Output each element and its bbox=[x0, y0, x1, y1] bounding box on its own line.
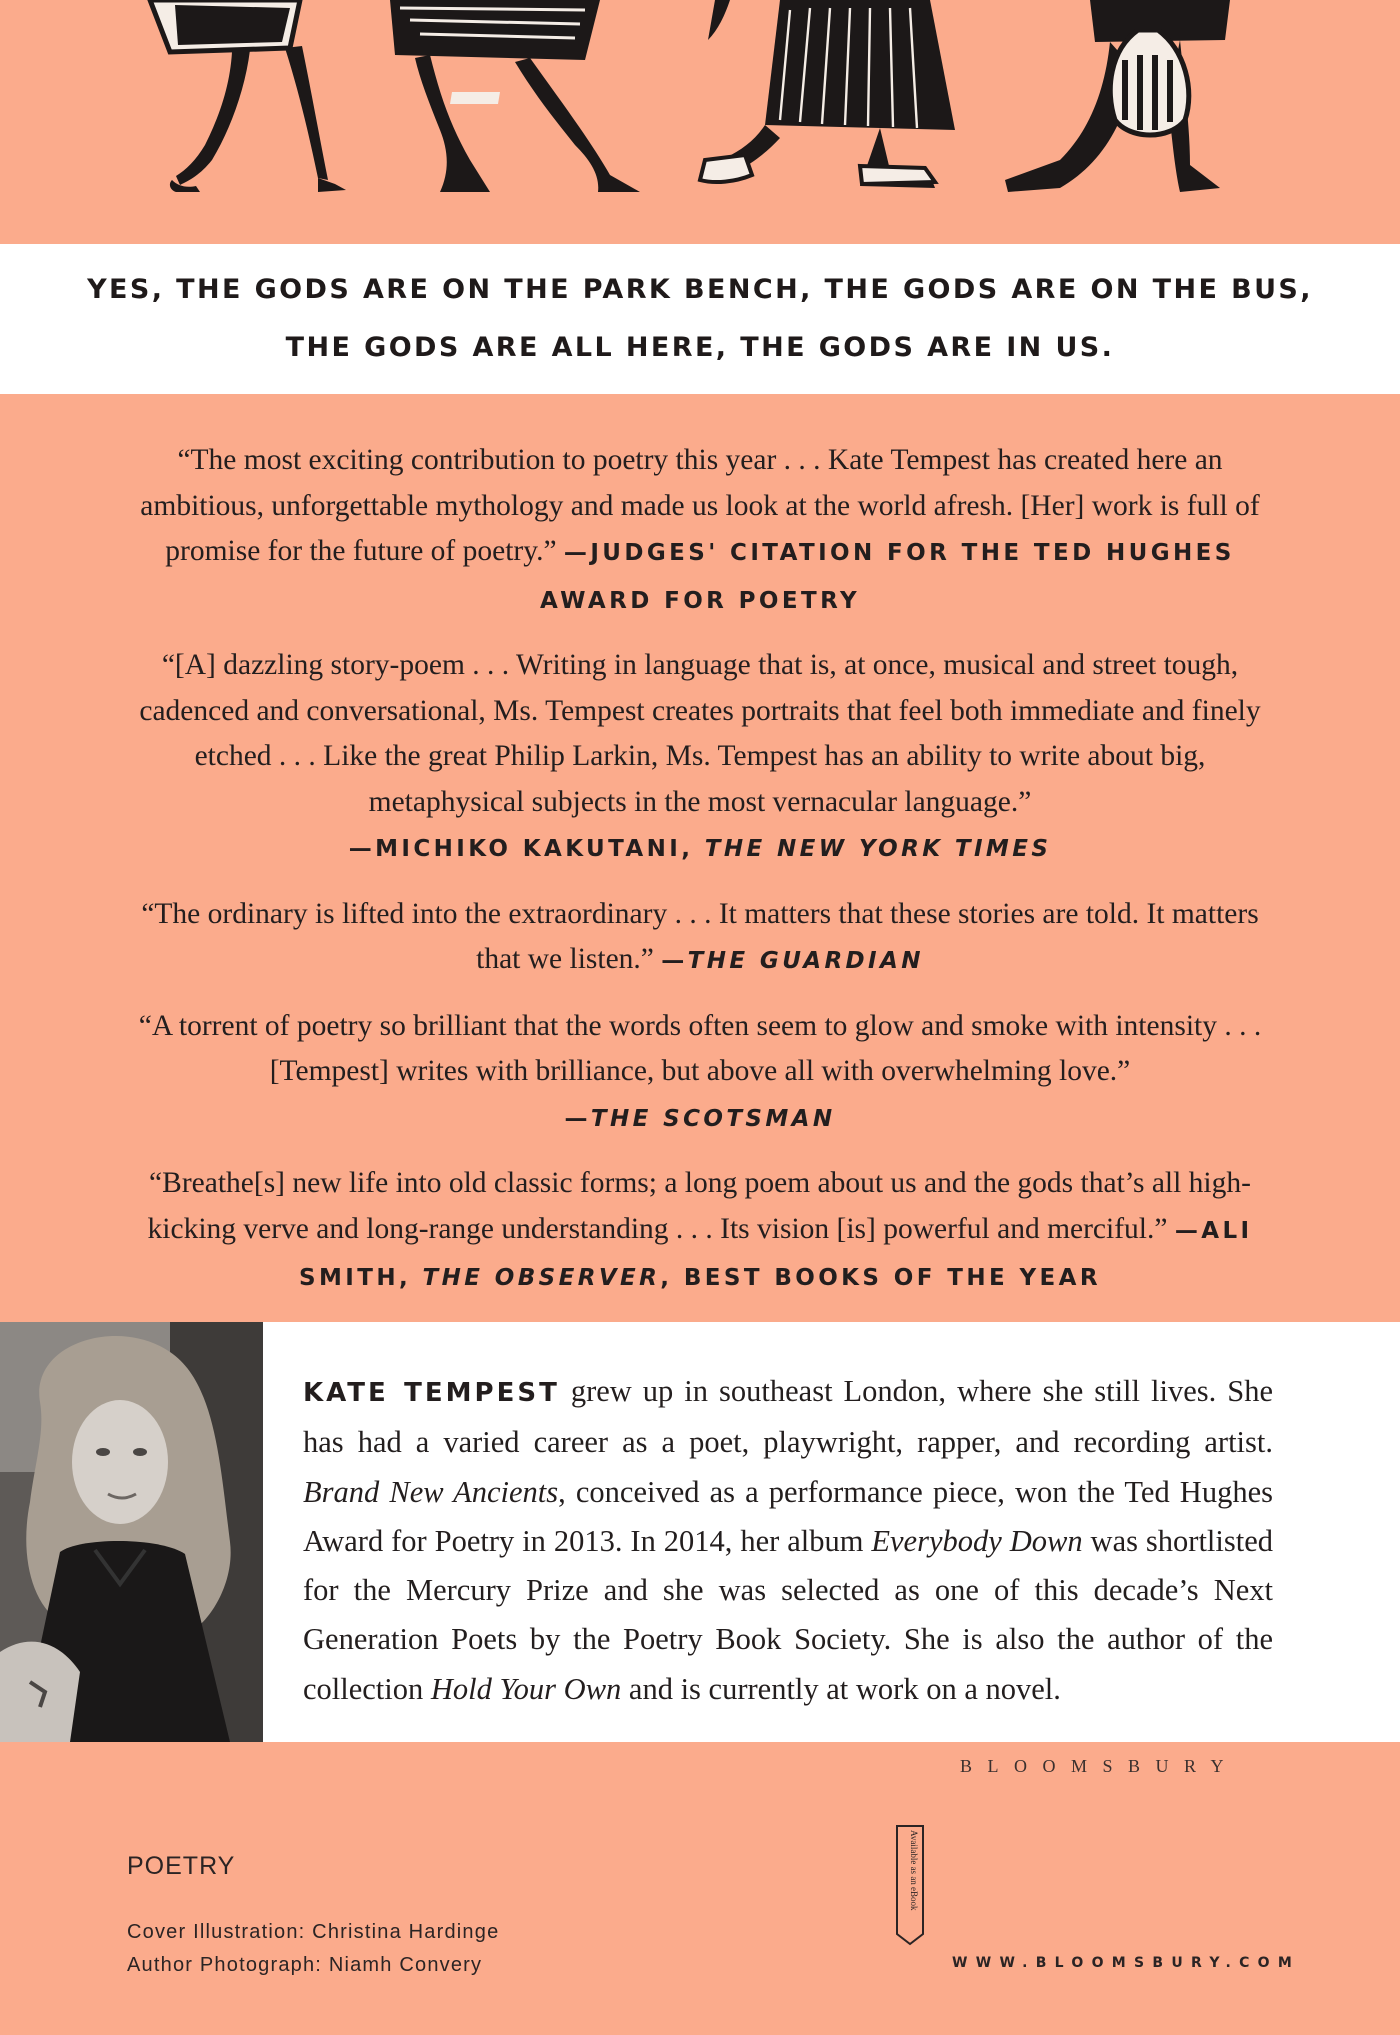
author-name: KATE TEMPEST bbox=[303, 1378, 560, 1408]
album-title: Everybody Down bbox=[871, 1523, 1083, 1558]
walking-gods-illustration bbox=[0, 0, 1400, 244]
quote-text: “A torrent of poetry so brilliant that the words often seem to glow and smoke with intensity . . . [Tempest] writes with brilliance, but above all with overwhelming love.” bbox=[138, 1009, 1262, 1087]
credits bbox=[127, 1916, 499, 1982]
tagline-band bbox=[0, 244, 1400, 394]
quote-text: “The most exciting contribution to poetry this year . . . Kate Tempest has created here an ambitious, unforgettable mythology and made us look at the world afresh. [Her] work is full of promise for the future of poetry.” bbox=[140, 444, 1260, 567]
author-photo bbox=[0, 1322, 263, 1742]
illustration-credit: Cover Illustration: Christina Hardinge bbox=[127, 1921, 500, 1943]
quote-attribution: —MICHIKO KAKUTANI, THE NEW YORK TIMES bbox=[348, 836, 1052, 862]
ebook-badge-text: Available as an eBook bbox=[909, 1830, 919, 1911]
ebook-badge-icon bbox=[893, 1822, 927, 1948]
publisher-name: BLOOMSBURY bbox=[960, 1756, 1240, 1776]
praise-section bbox=[120, 438, 1280, 1321]
category-label: POETRY bbox=[127, 1852, 236, 1880]
tagline-line-1: YES, THE GODS ARE ON THE PARK BENCH, THE GODS ARE ON THE BUS, bbox=[87, 274, 1313, 305]
quote-text: “The ordinary is lifted into the extraordinary . . . It matters that these stories are told. It matters that we listen.” bbox=[141, 897, 1259, 975]
author-section bbox=[0, 1322, 1400, 1742]
quote-attribution: —JUDGES' CITATION FOR THE TED HUGHES AWARD FOR POETRY bbox=[539, 540, 1235, 614]
photo-credit: Author Photograph: Niamh Convery bbox=[127, 1954, 483, 1976]
quote-source: THE NEW YORK TIMES bbox=[704, 836, 1052, 862]
publisher-website: WWW.BLOOMSBURY.COM bbox=[952, 1955, 1301, 1971]
book-title: Brand New Ancients bbox=[303, 1474, 559, 1509]
praise-quote bbox=[120, 438, 1280, 624]
quote-source: THE SCOTSMAN bbox=[590, 1105, 836, 1132]
author-bio: KATE TEMPEST grew up in southeast London, where she still lives. She has had a varied career as a poet, playwright, rapper, and recording artist. Brand New Ancients, conceived as a performance piece, won the Ted Hughes Award for Poetry in 2013. In 2014, her album Everybody Down was shortlisted for the Mercury Prize and she was selected as one of this decade’s Next Generation Poets by the Poetry Book Society. She is also the author of the collection Hold Your Own and is currently at work on a novel. bbox=[303, 1374, 1273, 1706]
quote-text: “Breathe[s] new life into old classic forms; a long poem about us and the gods that’s all high-kicking verve and long-range understanding . . . Its vision [is] powerful and merciful.” bbox=[147, 1167, 1251, 1245]
praise-quote bbox=[120, 892, 1280, 985]
praise-quote bbox=[120, 1161, 1280, 1302]
quote-attribution: —ALI SMITH, THE OBSERVER, BEST BOOKS OF THE YEAR bbox=[299, 1217, 1253, 1291]
book-title: Hold Your Own bbox=[430, 1671, 622, 1706]
quote-text: “[A] dazzling story-poem . . . Writing in language that is, at once, musical and street tough, cadenced and conversational, Ms. Tempest creates portraits that feel both immediate and finely etched . . . Like the great Philip Larkin, Ms. Tempest has an ability to write about big, metaphysical subjects in the most vernacular language.” bbox=[139, 649, 1261, 818]
quote-source: THE OBSERVER bbox=[422, 1265, 661, 1291]
quote-attribution: —THE SCOTSMAN bbox=[564, 1105, 836, 1132]
praise-quote bbox=[120, 643, 1280, 873]
praise-quote bbox=[120, 1004, 1280, 1143]
quote-attribution: —THE GUARDIAN bbox=[661, 948, 924, 974]
quote-source: THE GUARDIAN bbox=[687, 948, 924, 974]
tagline-line-2: THE GODS ARE ALL HERE, THE GODS ARE IN US. bbox=[285, 332, 1115, 363]
